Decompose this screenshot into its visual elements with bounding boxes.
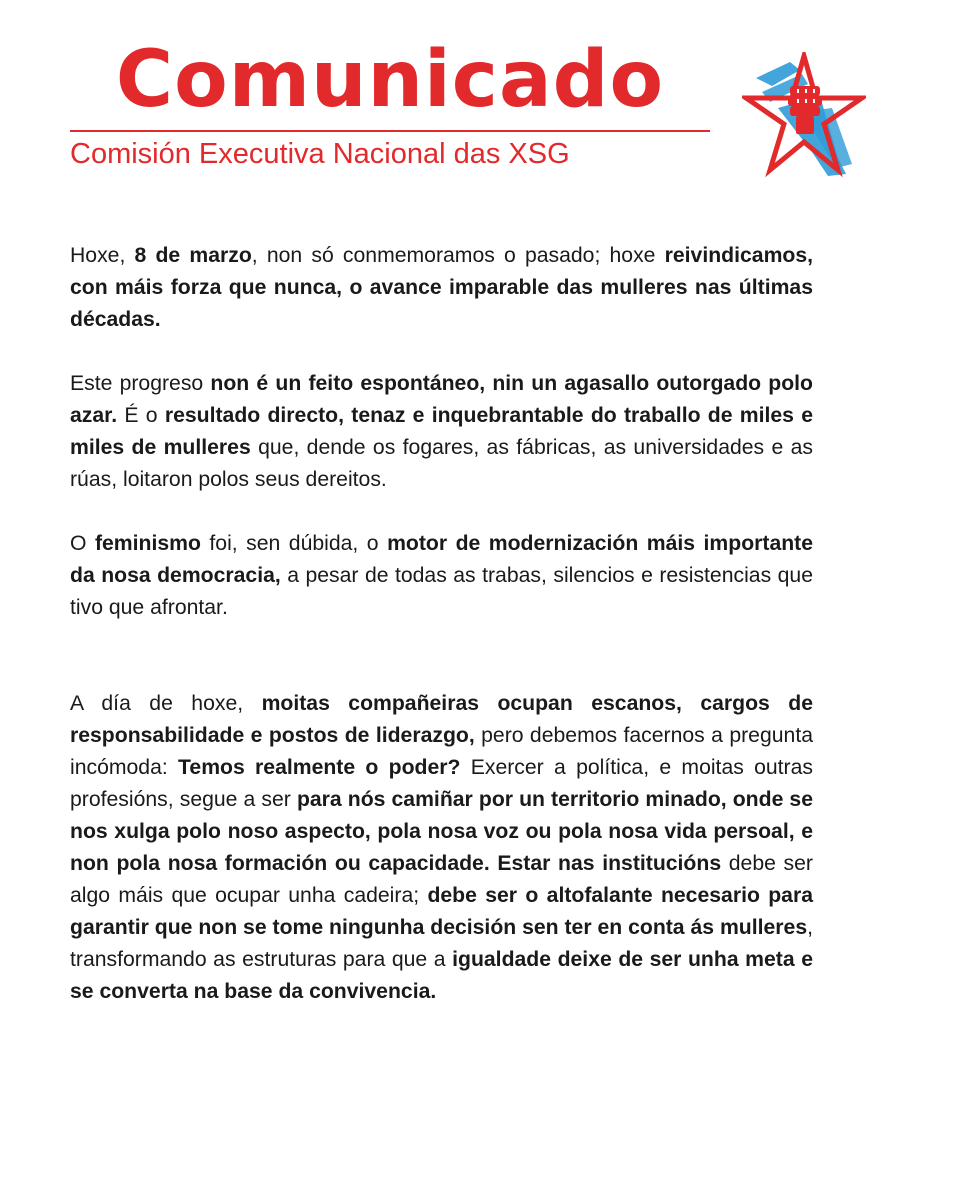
paragraph-4 [70, 688, 813, 1008]
bold-text-segment: non é un feito espontáneo, nin un agasallo outorgado polo azar. [70, 372, 813, 427]
text-segment: , transformando as estruturas para que a [70, 916, 813, 971]
title-underline [70, 130, 710, 132]
text-segment: É o [117, 404, 165, 427]
paragraph-3 [70, 528, 813, 624]
bold-text-segment: resultado directo, tenaz e inquebrantable do traballo de miles e miles de mulleres [70, 404, 814, 459]
text-segment: a pesar de todas as trabas, silencios e resistencias que tivo que afrontar. [70, 564, 813, 619]
paragraph-spacer [70, 496, 813, 528]
text-segment: debe ser algo máis que ocupar unha cadeira; [70, 852, 813, 907]
paragraph-spacer [70, 336, 813, 368]
text-segment: O [70, 532, 95, 555]
bold-text-segment: feminismo [94, 532, 201, 555]
document-title: Comunicado [115, 35, 665, 125]
text-segment: , non só conmemoramos o pasado; hoxe [251, 244, 665, 267]
paragraph-spacer [70, 624, 813, 688]
bold-text-segment: debe ser o altofalante necesario para garantir que non se tome ningunha decisión sen ter en conta ás mulleres [70, 884, 813, 939]
text-segment: foi, sen dúbida, o [200, 532, 388, 555]
bold-text-segment: moitas compañeiras ocupan escanos, cargos de responsabilidade e postos de liderazgo, [70, 692, 813, 747]
bold-text-segment: motor de modernización máis importante da nosa democracia, [70, 532, 814, 587]
bold-text-segment: reivindicamos, con máis forza que nunca, o avance imparable das mulleres nas últimas décadas. [70, 244, 814, 331]
bold-text-segment: 8 de marzo [134, 244, 252, 267]
document-header [0, 0, 960, 200]
text-segment: Exercer a política, e moitas outras profesións, segue a ser [70, 756, 813, 811]
xsg-star-fist-logo-icon [742, 52, 866, 180]
paragraph-2 [70, 368, 813, 496]
document-body [70, 240, 813, 1008]
document-subtitle: Comisión Executiva Nacional das XSG [70, 138, 570, 170]
paragraph-1 [70, 240, 813, 336]
text-segment: pero debemos facernos a pregunta incómoda: [70, 724, 813, 779]
text-segment: A día de hoxe, [70, 692, 262, 715]
text-segment: Este progreso [70, 372, 211, 395]
bold-text-segment: Temos realmente o poder? [178, 756, 461, 779]
text-segment: que, dende os fogares, as fábricas, as universidades e as rúas, loitaron polos seus dereitos. [70, 436, 813, 491]
text-segment: Hoxe, [70, 244, 135, 267]
bold-text-segment: igualdade deixe de ser unha meta e se converta na base da convivencia. [70, 948, 813, 1003]
bold-text-segment: para nós camiñar por un territorio minado, onde se nos xulga polo noso aspecto, pola nosa voz ou pola nosa vida persoal, e non pola nosa formación ou capacidade. Estar nas institucións [70, 788, 814, 875]
